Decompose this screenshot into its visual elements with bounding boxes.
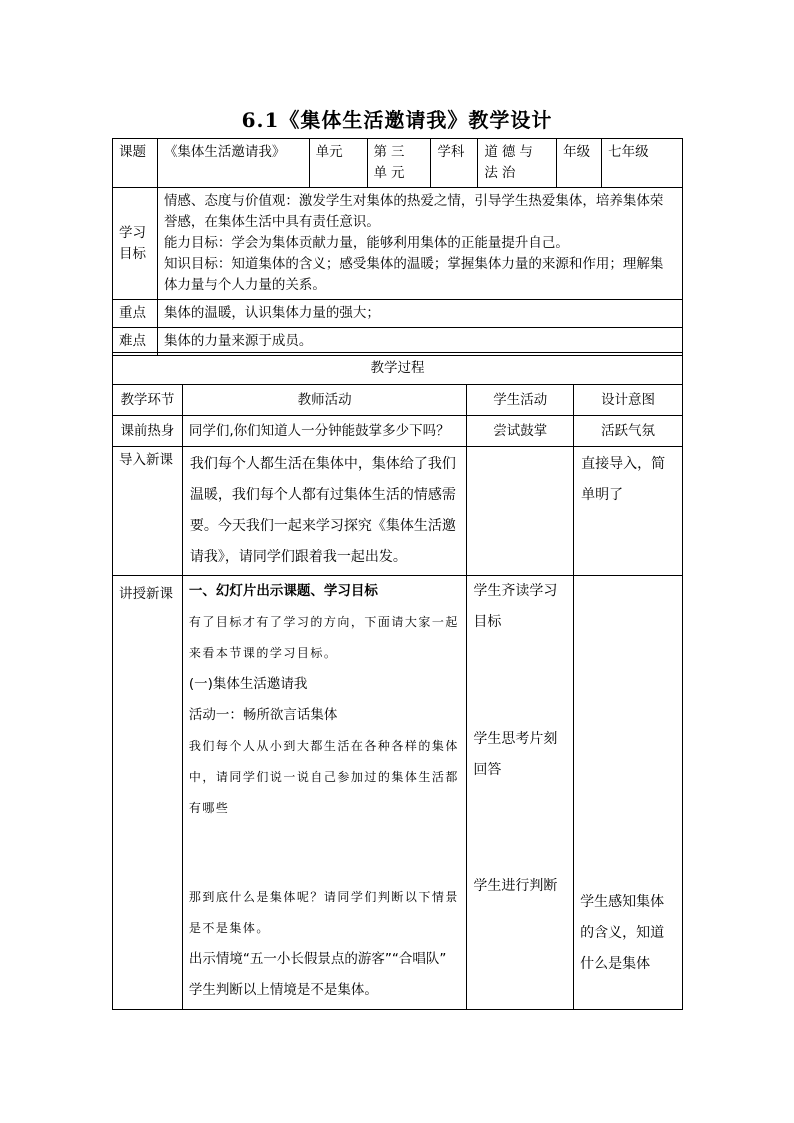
- header-stage: 教学环节: [113, 385, 183, 416]
- xueke-label: 学科: [431, 139, 478, 188]
- keti-value: 《集体生活邀请我》: [157, 139, 309, 188]
- xueke-value: 道德与法治: [478, 139, 557, 188]
- lecture-judge: 学生判断以上情境是不是集体。: [188, 982, 378, 998]
- lecture-intent: 学生感知集体的含义，知道什么是集体: [580, 894, 665, 972]
- goal-knowledge: 知识目标：知道集体的含义；感受集体的温暖；掌握集体力量的来源和作用；理解集体力量与个人力量的关系。: [163, 256, 664, 293]
- nianji-label: 年级: [557, 139, 602, 188]
- lecture-s2: 学生思考片刻回答: [473, 731, 558, 778]
- difficult-value: 集体的力量来源于成员。: [157, 328, 682, 356]
- lecture-step1: 一、幻灯片出示课题、学习目标: [188, 583, 378, 599]
- lecture-s3: 学生进行判断: [473, 878, 558, 894]
- lecture-intent-cell: [574, 576, 683, 1010]
- lecture-text2: 我们每个人从小到大都生活在各种各样的集体中，请同学们说一说自己参加过的集体生活都有哪些: [188, 739, 459, 815]
- lecture-student: [467, 576, 574, 1010]
- key-label: 重点: [113, 300, 158, 328]
- keti-label: 课题: [113, 139, 158, 188]
- page-title: 6.1《集体生活邀请我》教学设计: [241, 108, 553, 132]
- intro-student: [467, 447, 574, 576]
- goal-label: 学习目标: [113, 188, 158, 300]
- intro-teacher: 我们每个人都生活在集体中，集体给了我们温暖，我们每个人都有过集体生活的情感需要。今天我们一起来学习探究《集体生活邀请我》，请同学们跟着我一起出发。: [182, 447, 466, 576]
- warmup-stage: 课前热身: [113, 416, 183, 447]
- header-teacher: 教师活动: [182, 385, 466, 416]
- header-student: 学生活动: [467, 385, 574, 416]
- warmup-intent: 活跃气氛: [574, 416, 683, 447]
- lecture-teacher: [182, 576, 466, 1010]
- goal-affective: 情感、态度与价值观：激发学生对集体的热爱之情，引导学生热爱集体，培养集体荣誉感，在集体生活中具有责任意识。: [163, 193, 664, 230]
- header-intent: 设计意图: [574, 385, 683, 416]
- lecture-spacer: [189, 824, 460, 882]
- lecture-text3: 那到底什么是集体呢？请同学们判断以下情景是不是集体。: [188, 890, 459, 935]
- danyuan-label: 单元: [309, 139, 367, 188]
- lecture-s1: 学生齐读学习目标: [473, 583, 558, 630]
- difficult-label: 难点: [113, 328, 158, 356]
- warmup-student: 尝试鼓掌: [467, 416, 574, 447]
- lecture-scene: 出示情境“五一小长假景点的游客”“合唱队”: [188, 951, 447, 967]
- goal-ability: 能力目标：学会为集体贡献力量，能够利用集体的正能量提升自己。: [163, 235, 569, 251]
- lecture-section: (一)集体生活邀请我: [188, 676, 308, 692]
- lesson-info-table: [112, 138, 683, 356]
- key-value: 集体的温暖，认识集体力量的强大；: [157, 300, 682, 328]
- student-spacer-1: [473, 638, 567, 704]
- goal-cell: [157, 188, 682, 300]
- intent-spacer: [580, 576, 676, 887]
- lecture-text1: 有了目标才有了学习的方向，下面请大家一起来看本节课的学习目标。: [188, 615, 459, 660]
- intro-stage: 导入新课: [113, 447, 183, 576]
- process-table: [112, 352, 683, 1010]
- warmup-teacher: 同学们,你们知道人一分钟能鼓掌多少下吗？: [182, 416, 466, 447]
- student-spacer-2: [473, 786, 567, 866]
- intro-intent: 直接导入，简单明了: [574, 447, 683, 576]
- lecture-stage: 讲授新课: [113, 576, 183, 1010]
- lecture-activity: 活动一：畅所欲言话集体: [188, 707, 338, 723]
- process-heading: 教学过程: [113, 353, 683, 385]
- nianji-value: 七年级: [602, 139, 683, 188]
- danyuan-value: 第三单元: [367, 139, 431, 188]
